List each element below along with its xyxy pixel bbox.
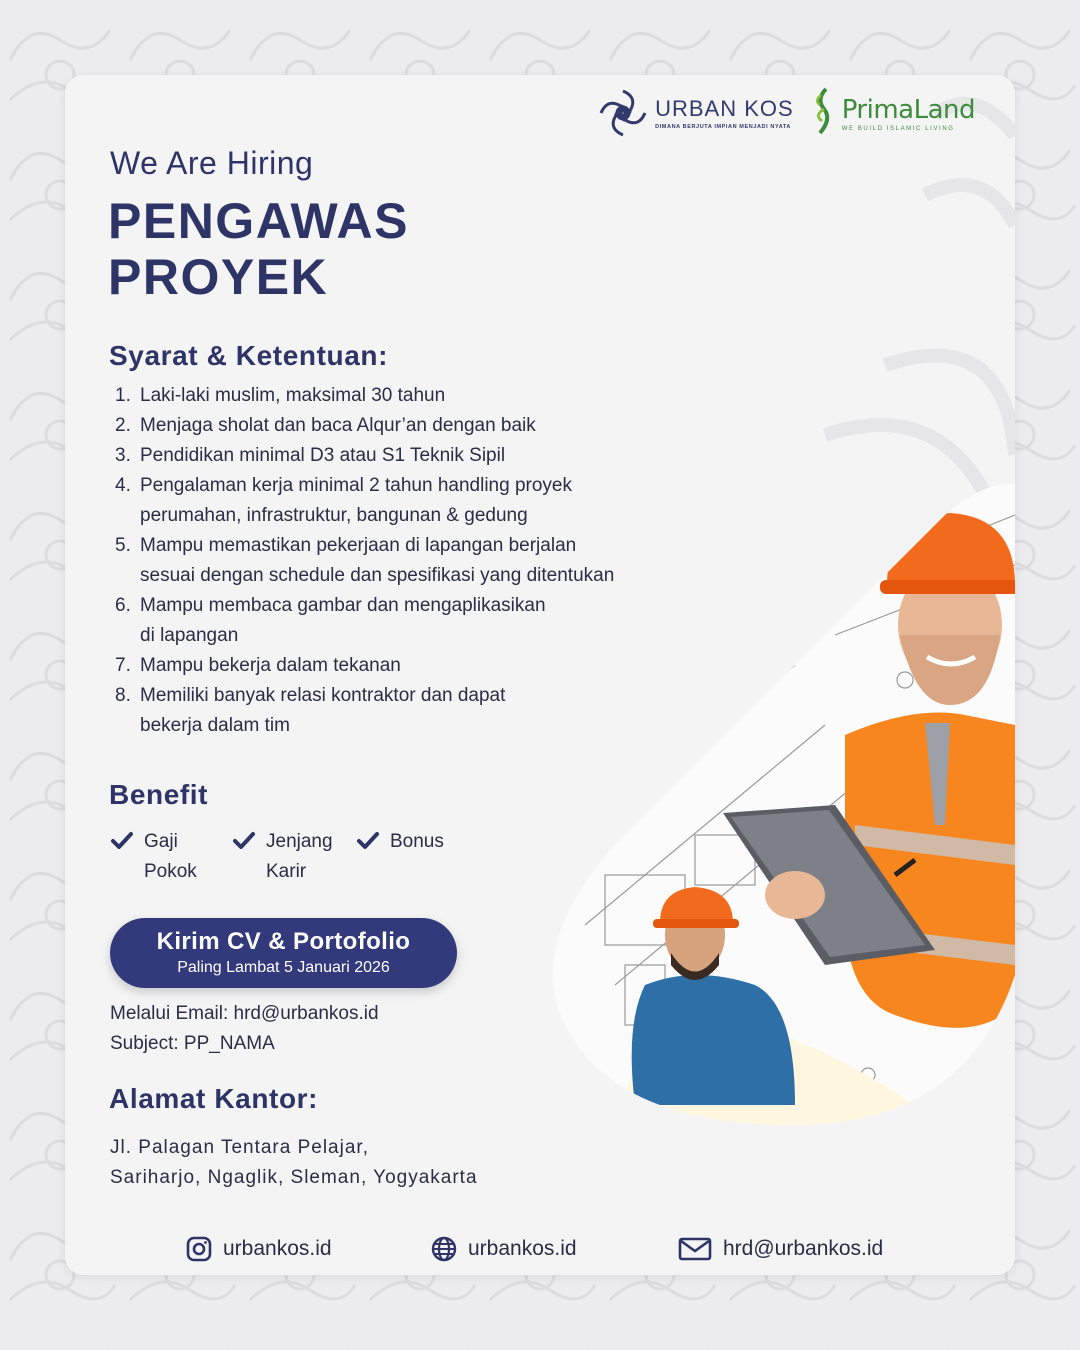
send-cv-button[interactable] — [110, 918, 457, 988]
primaland-name: PrimaLand — [841, 94, 975, 125]
brand-logos — [597, 87, 975, 139]
urbankos-tagline: DIMANA BERJUTA IMPIAN MENJADI NYATA — [655, 124, 792, 130]
urbankos-name: URBAN KOS — [655, 96, 794, 121]
footer-email[interactable] — [677, 1235, 883, 1263]
footer-instagram[interactable] — [185, 1235, 332, 1263]
urbankos-emblem-icon — [597, 87, 649, 139]
instagram-icon — [185, 1235, 213, 1263]
footer-website[interactable] — [430, 1235, 577, 1263]
job-title — [108, 193, 409, 305]
apply-email: Melalui Email: hrd@urbankos.id — [110, 1003, 379, 1024]
list-item: 4. Pengalaman kerja minimal 2 tahun handling proyek perumahan, infrastruktur, bangunan & gedung — [115, 475, 572, 526]
footer-instagram-handle: urbankos.id — [223, 1237, 332, 1260]
benefit-list — [110, 827, 444, 887]
list-item: 5. Mampu memastikan pekerjaan di lapangan berjalan sesuai dengan schedule dan spesifikasi yang ditentukan — [115, 535, 615, 586]
list-item: 8. Memiliki banyak relasi kontraktor dan dapat bekerja dalam tim — [115, 685, 506, 736]
list-item: 7. Mampu bekerja dalam tekanan — [115, 655, 401, 676]
office-address: Jl. Palagan Tentara Pelajar, Sariharjo, Ngaglik, Sleman, Yogyakarta — [110, 1137, 478, 1188]
primaland-logo — [812, 87, 975, 139]
checkmark-icon — [232, 829, 256, 853]
cta-title: Kirim CV & Portofolio — [156, 928, 411, 955]
hiring-kicker: We Are Hiring — [110, 145, 314, 181]
globe-icon — [430, 1235, 458, 1263]
benefit-item: Bonus — [356, 827, 444, 887]
benefit-item: Jenjang Karir — [232, 827, 338, 887]
workers-photo-collage — [495, 405, 1015, 1125]
office-heading: Alamat Kantor: — [109, 1083, 319, 1114]
primaland-leaf-icon — [812, 87, 836, 139]
apply-subject: Subject: PP_NAMA — [110, 1033, 275, 1054]
job-title-line1: PENGAWAS — [108, 193, 409, 249]
list-item: 3. Pendidikan minimal D3 atau S1 Teknik Sipil — [115, 445, 506, 466]
mail-icon — [677, 1235, 713, 1263]
checkmark-icon — [110, 829, 134, 853]
benefit-item: Gaji Pokok — [110, 827, 214, 887]
benefit-heading: Benefit — [109, 779, 209, 810]
checkmark-icon — [356, 829, 380, 853]
job-title-line2: PROYEK — [108, 249, 329, 305]
footer-website-url: urbankos.id — [468, 1237, 577, 1260]
requirements-heading: Syarat & Ketentuan: — [109, 340, 389, 371]
primaland-tagline: WE BUILD ISLAMIC LIVING — [841, 125, 955, 132]
cta-deadline: Paling Lambat 5 Januari 2026 — [177, 959, 390, 976]
list-item: 1. Laki-laki muslim, maksimal 30 tahun — [115, 385, 446, 406]
list-item: 6. Mampu membaca gambar dan mengaplikasikan di lapangan — [115, 595, 546, 646]
job-poster-card — [65, 75, 1015, 1275]
list-item: 2. Menjaga sholat dan baca Alqur’an dengan baik — [115, 415, 536, 436]
footer-email-address: hrd@urbankos.id — [723, 1237, 884, 1260]
urbankos-logo — [597, 87, 794, 139]
